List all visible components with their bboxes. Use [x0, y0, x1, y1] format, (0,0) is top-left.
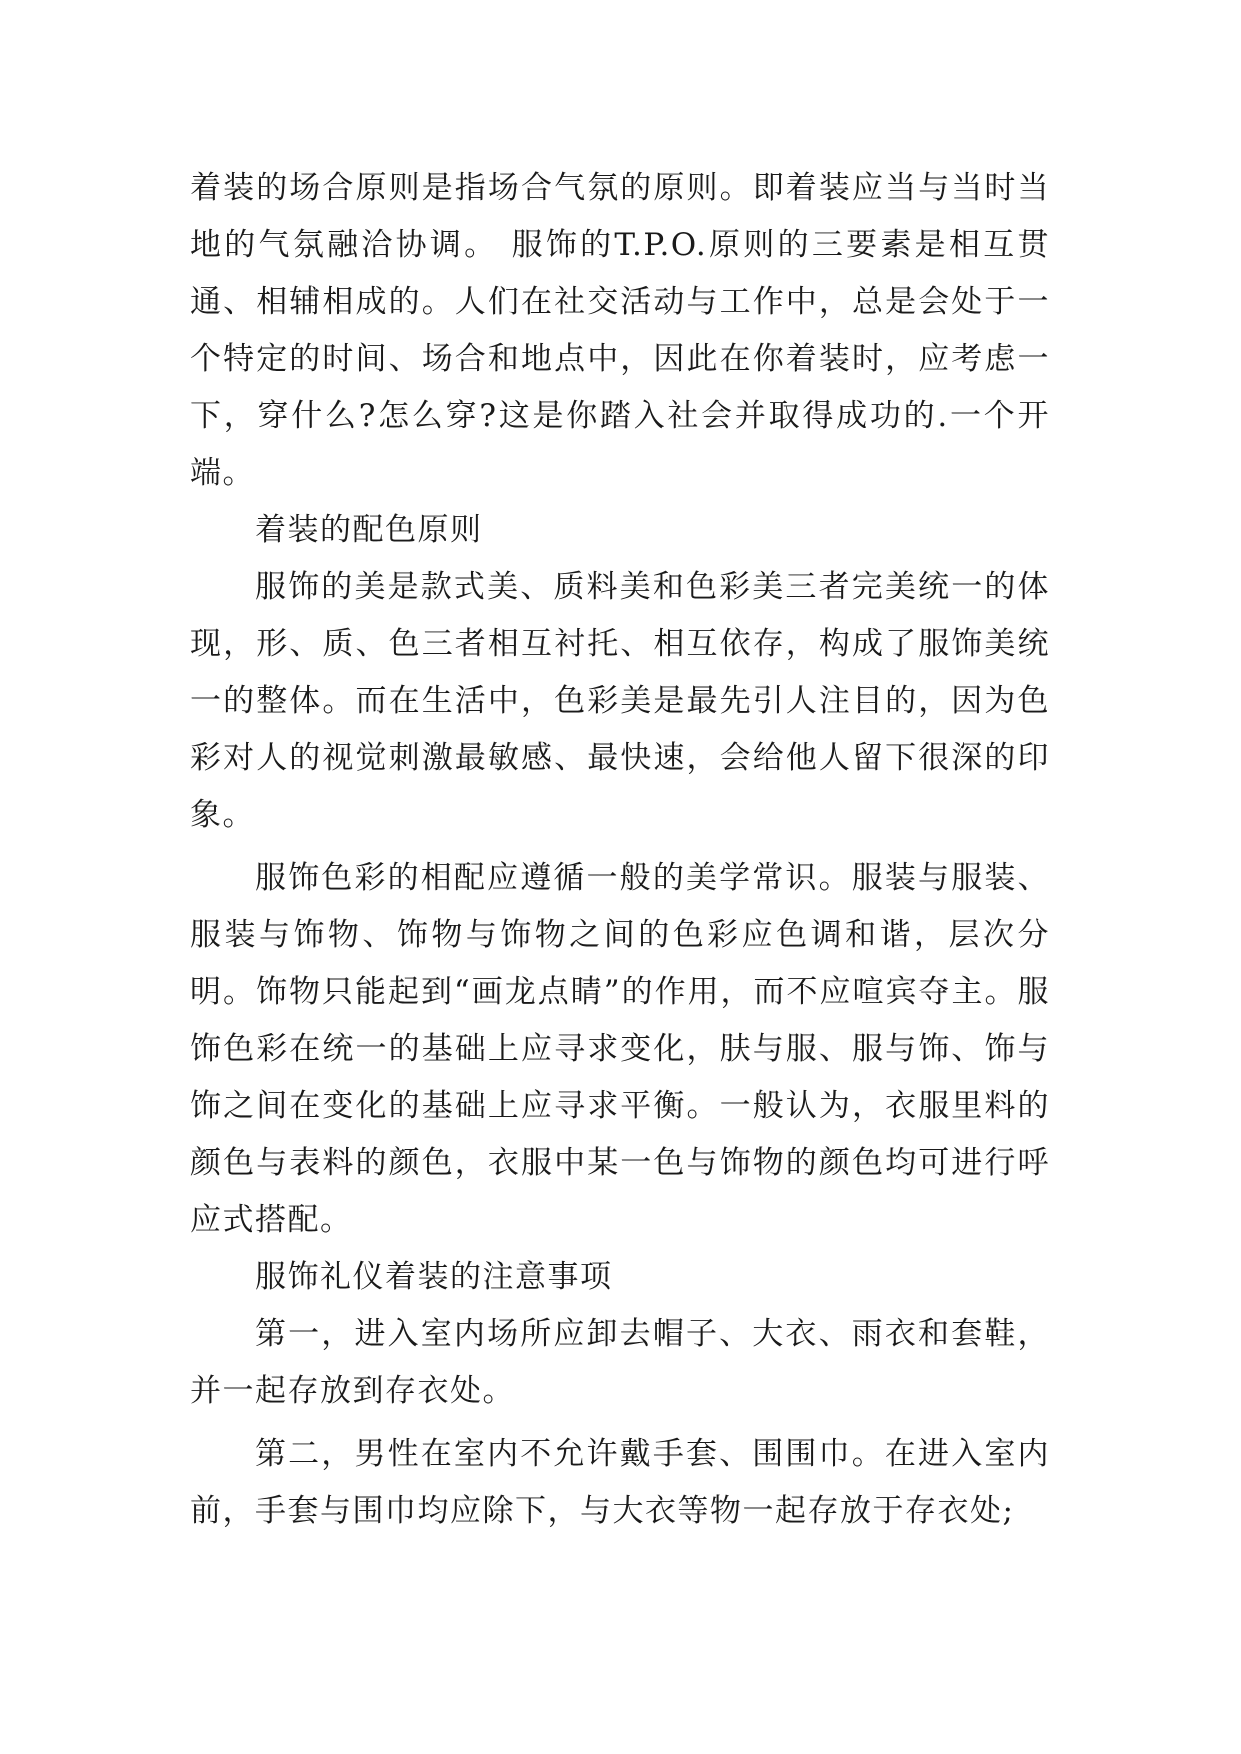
paragraph-note-second: 第二，男性在室内不允许戴手套、围围巾。在进入室内前，手套与围巾均应除下，与大衣等物一起存放于存衣处; — [190, 1436, 1050, 1529]
paragraph-color-matching: 服饰色彩的相配应遵循一般的美学常识。服装与服装、服装与饰物、饰物与饰物之间的色彩应色调和谐，层次分明。饰物只能起到“画龙点睛”的作用，而不应喧宾夺主。服饰色彩在统一的基础上应寻求变化，肤与服、服与饰、饰与饰之间在变化的基础上应寻求平衡。一般认为，衣服里料的颜色与表料的颜色，衣服中某一色与饰物的颜色均可进行呼应式搭配。 — [190, 860, 1050, 1238]
heading-dress-notes: 服饰礼仪着装的注意事项 — [255, 1259, 613, 1295]
paragraph-note-first: 第一，进入室内场所应卸去帽子、大衣、雨衣和套鞋，并一起存放到存衣处。 — [190, 1316, 1050, 1409]
paragraph-color-beauty: 服饰的美是款式美、质料美和色彩美三者完美统一的体现，形、质、色三者相互衬托、相互依存，构成了服饰美统一的整体。而在生活中，色彩美是最先引人注目的，因为色彩对人的视觉刺激最敏感、最快速，会给他人留下很深的印象。 — [190, 569, 1050, 833]
document-body — [190, 160, 1050, 1540]
paragraph-occasion-principle: 着装的场合原则是指场合气氛的原则。即着装应当与当时当地的气氛融洽协调。 服饰的T.P.O.原则的三要素是相互贯通、相辅相成的。人们在社交活动与工作中，总是会处于一个特定的时间、场合和地点中，因此在你着装时，应考虑一下，穿什么?怎么穿?这是你踏入社会并取得成功的.一个开端。 — [190, 170, 1050, 491]
heading-color-principle: 着装的配色原则 — [255, 512, 483, 548]
